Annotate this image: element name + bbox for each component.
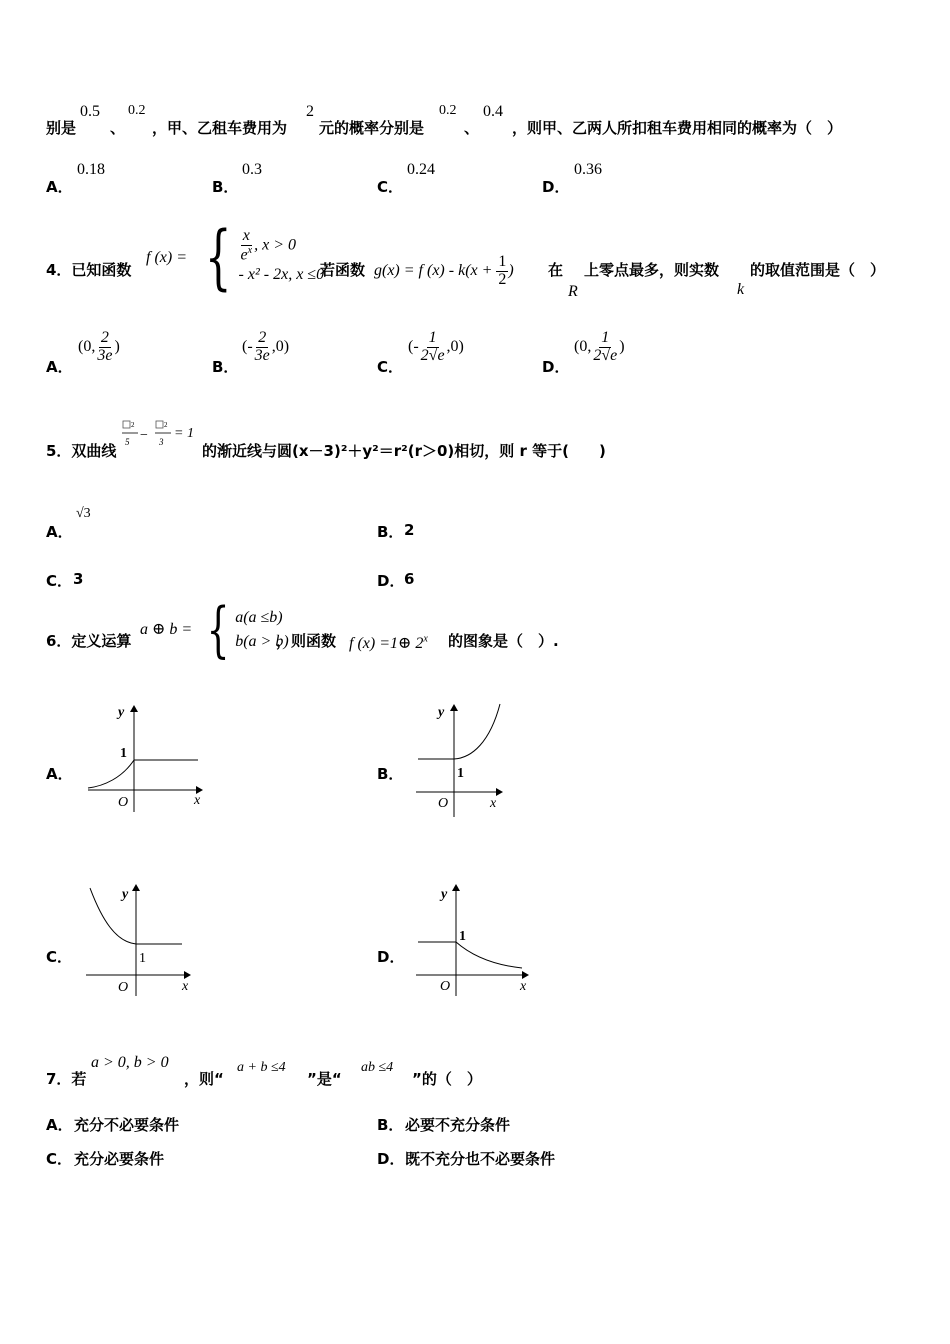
q7-option-b-text: 必要不充分条件 bbox=[405, 1116, 511, 1134]
q6-graph-d-curve bbox=[456, 942, 522, 968]
q6-graph-b[interactable] bbox=[414, 700, 508, 820]
q4-option-c-label[interactable]: C． bbox=[377, 358, 404, 376]
q4-number: 4．已知函数 bbox=[46, 261, 132, 279]
q6-graph-b-x-label: x bbox=[490, 796, 497, 811]
q7-option-d-label[interactable]: D． bbox=[377, 1150, 405, 1168]
q5-eq-tail: = 1 bbox=[174, 426, 194, 441]
q3-option-a-value: 0.18 bbox=[77, 161, 105, 178]
q3-p3: 0.2 bbox=[439, 103, 457, 118]
q4-case1-den: $e^x$ bbox=[240, 245, 253, 264]
q3-text-end: ，则甲、乙两人所扣租车费用相同的概率为（ ） bbox=[512, 119, 843, 137]
q7-option-b-label[interactable]: B． bbox=[377, 1116, 404, 1134]
q7-option-a-text: 充分不必要条件 bbox=[74, 1116, 180, 1134]
q4-var-r: R bbox=[568, 283, 578, 300]
q4-option-b-label[interactable]: B． bbox=[212, 358, 239, 376]
q6-graph-c-curve bbox=[90, 888, 136, 944]
q3-p4: 0.4 bbox=[483, 103, 503, 120]
q7-option-d-text: 既不充分也不必要条件 bbox=[405, 1150, 556, 1168]
q4-piecewise bbox=[196, 216, 325, 298]
q5-option-d-value: 6 bbox=[404, 570, 415, 588]
q6-graph-d-one: 1 bbox=[459, 929, 466, 944]
q3-p2: 0.2 bbox=[128, 103, 146, 118]
q6-option-b-label[interactable]: B． bbox=[377, 765, 404, 783]
q3-option-b-label[interactable]: B． bbox=[212, 178, 239, 196]
q6-option-d-label[interactable]: D． bbox=[377, 948, 405, 966]
q4-text-mid: 若函数 bbox=[320, 261, 366, 279]
q5-option-a-label[interactable]: A． bbox=[46, 523, 73, 541]
q5-text-mid: 的渐近线与圆(x－3)²＋y²＝r²(r＞0)相切，则 r 等于( ) bbox=[202, 442, 606, 460]
q6-text-end: 的图象是（ ）. bbox=[448, 632, 559, 650]
q6-graph-d-y-label: y bbox=[441, 887, 448, 902]
q6-graph-a[interactable] bbox=[84, 700, 208, 815]
q3-p1: 0.5 bbox=[80, 103, 100, 120]
q6-graph-c-one: 1 bbox=[139, 951, 146, 966]
q4-case1-cond: , x > 0 bbox=[254, 236, 297, 254]
q3-option-c-value: 0.24 bbox=[407, 161, 435, 178]
q4-option-a-value: (0, $\frac{2}{3e}$ ) bbox=[78, 329, 120, 364]
q4-option-c-value: (- $\frac{1}{2√e}$ ,0) bbox=[408, 329, 464, 364]
q3-option-a-label[interactable]: A． bbox=[46, 178, 73, 196]
q3-option-d-value: 0.36 bbox=[574, 161, 602, 178]
q6-option-a-label[interactable]: A． bbox=[46, 765, 73, 783]
q4-text-mid2: 上零点最多，则实数 bbox=[584, 261, 720, 279]
q4-case1-frac bbox=[239, 228, 255, 264]
svg-text:3: 3 bbox=[159, 437, 164, 447]
q6-graph-a-x-label: x bbox=[194, 793, 201, 808]
q4-g-frac: $\frac{1}{2}$ bbox=[498, 253, 507, 288]
q5-option-d-label[interactable]: D． bbox=[377, 572, 405, 590]
q3-sep2: 、 bbox=[464, 119, 480, 137]
q5-option-c-label[interactable]: C． bbox=[46, 572, 73, 590]
q7-text-mid2: ”是“ bbox=[307, 1070, 342, 1088]
svg-text:5: 5 bbox=[125, 437, 130, 447]
q6-brace: { bbox=[206, 595, 230, 665]
q4-cases bbox=[239, 228, 325, 286]
q3-text-mid2: 元的概率分别是 bbox=[319, 119, 425, 137]
svg-text:−: − bbox=[140, 428, 148, 443]
q4-g-expr: g(x) = f (x) - k(x + $\frac{1}{2}$ ) bbox=[374, 253, 514, 288]
q7-stmt2: ab ≤4 bbox=[361, 1060, 394, 1075]
q6-case2: b(a > b) bbox=[235, 633, 289, 650]
q4-option-d-label[interactable]: D． bbox=[542, 358, 570, 376]
q5-option-a-value: √3 bbox=[76, 506, 91, 521]
q3-fee: 2 bbox=[306, 103, 314, 120]
q6-op-lhs: a ⊕ b = bbox=[140, 621, 193, 638]
q6-func: f (x) =1⊕ 2$^x$ bbox=[349, 633, 428, 652]
q6-text-mid: ，则函数 bbox=[276, 632, 337, 650]
q7-text-end: ”的（ ） bbox=[412, 1070, 482, 1088]
q6-graph-b-curve bbox=[454, 704, 500, 759]
q6-graph-b-origin: O bbox=[438, 796, 449, 811]
q4-text-end: 的取值范围是（ ） bbox=[750, 261, 886, 279]
q6-graph-d[interactable] bbox=[414, 880, 534, 998]
q6-graph-c-y-label: y bbox=[122, 887, 129, 902]
q3-option-c-label[interactable]: C． bbox=[377, 178, 404, 196]
q3-sep1: 、 bbox=[110, 119, 126, 137]
q4-option-a-label[interactable]: A． bbox=[46, 358, 73, 376]
q5-number: 5．双曲线 bbox=[46, 442, 117, 460]
q4-case1-num: x bbox=[242, 227, 250, 245]
q5-option-b-value: 2 bbox=[404, 521, 415, 539]
q4-brace: { bbox=[204, 216, 232, 298]
q7-cond: a > 0, b > 0 bbox=[91, 1054, 169, 1071]
q4-text-zai: 在 bbox=[548, 261, 564, 279]
svg-text:2: 2 bbox=[164, 421, 168, 429]
q4-var-k: k bbox=[737, 281, 745, 298]
q6-graph-c[interactable] bbox=[84, 880, 196, 998]
q6-graph-a-y-label: y bbox=[118, 705, 125, 720]
q4-f-lhs: f (x) = bbox=[146, 249, 187, 266]
q5-option-b-label[interactable]: B． bbox=[377, 523, 404, 541]
q4-case1 bbox=[239, 228, 325, 264]
q6-graph-a-origin: O bbox=[118, 795, 129, 810]
q7-number: 7．若 bbox=[46, 1070, 87, 1088]
q6-graph-c-x-label: x bbox=[182, 979, 189, 994]
q6-graph-b-one: 1 bbox=[457, 766, 464, 781]
q4-option-b-value: (- $\frac{2}{3e}$ ,0) bbox=[242, 329, 290, 364]
q6-graph-a-one: 1 bbox=[120, 746, 127, 761]
q3-option-d-label[interactable]: D． bbox=[542, 178, 570, 196]
q7-text-mid: ，则“ bbox=[184, 1070, 224, 1088]
q6-number: 6．定义运算 bbox=[46, 632, 132, 650]
q3-text-start: 别是 bbox=[46, 119, 77, 137]
q6-graph-b-y-label: y bbox=[438, 705, 445, 720]
q6-option-c-label[interactable]: C． bbox=[46, 948, 73, 966]
q7-option-c-text: 充分必要条件 bbox=[74, 1150, 165, 1168]
q6-graph-d-origin: O bbox=[440, 979, 451, 994]
q3-text-mid: ，甲、乙租车费用为 bbox=[152, 119, 288, 137]
q6-graph-d-x-label: x bbox=[520, 979, 527, 994]
q7-option-c-label[interactable]: C． bbox=[46, 1150, 73, 1168]
svg-text:2: 2 bbox=[131, 421, 135, 429]
q5-option-c-value: 3 bbox=[73, 570, 84, 588]
q3-option-b-value: 0.3 bbox=[242, 161, 262, 178]
q6-graph-c-origin: O bbox=[118, 980, 129, 995]
q4-case2: - x² - 2x, x ≤0 bbox=[238, 266, 325, 284]
q6-graph-a-curve bbox=[88, 760, 134, 788]
q7-stmt1: a + b ≤4 bbox=[237, 1060, 286, 1075]
q4-option-d-value: (0, $\frac{1}{2√e}$ ) bbox=[574, 329, 625, 364]
q6-case1: a(a ≤b) bbox=[235, 609, 283, 626]
q7-option-a-label[interactable]: A． bbox=[46, 1116, 73, 1134]
